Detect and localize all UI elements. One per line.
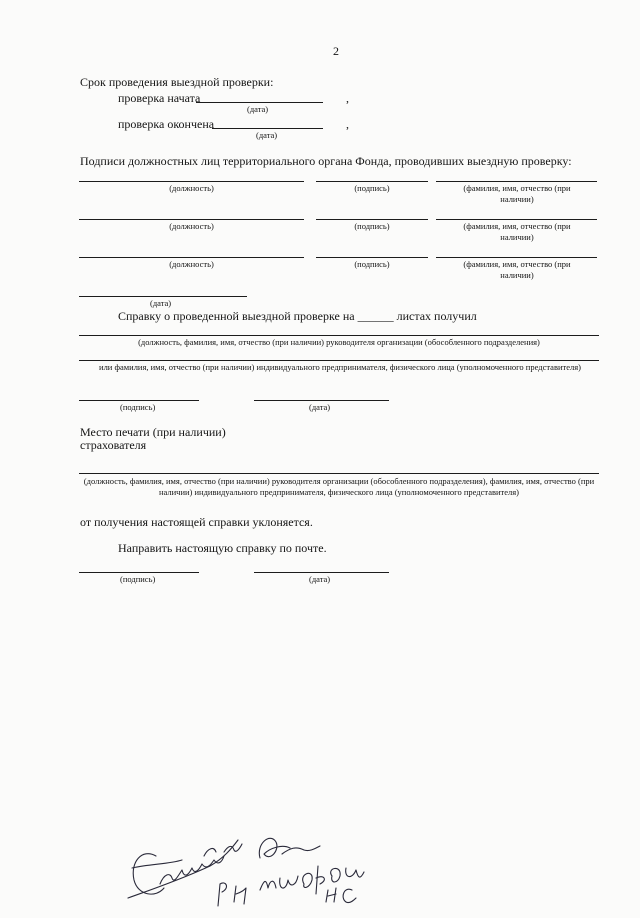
official-3-name-line: [436, 257, 597, 258]
receipt-sheets-blank: ______: [357, 309, 394, 323]
signature-stroke: [260, 881, 276, 890]
recipient-line-2: [79, 360, 599, 361]
inspection-started-line: [196, 102, 323, 103]
signature-stroke: [133, 854, 164, 894]
inspection-started-date-caption: (дата): [247, 104, 269, 114]
official-1-name-caption: (фамилия, имя, отчество (при наличии): [463, 183, 571, 204]
official-2-signature-caption: (подпись): [354, 221, 390, 231]
mail-text: Направить настоящую справку по почте.: [118, 541, 327, 555]
inspection-period-heading: Срок проведения выездной проверки:: [80, 75, 274, 89]
official-2-position-caption: (должность): [169, 221, 214, 231]
stamp-line-2: страхователя: [80, 438, 147, 452]
signature-stroke: [346, 868, 364, 877]
evasion-caption: (должность, фамилия, имя, отчество (при наличии) руководителя организации (обособленного подразделения), фамилия, имя, отчество (при наличии) индивидуального предпринимателя, физического лица (уполномоченного представителя): [83, 476, 595, 497]
signature-stroke: [224, 844, 242, 852]
signature-stroke: [326, 888, 336, 902]
inspection-started-comma: ,: [346, 91, 349, 105]
signature-stroke: [204, 849, 216, 856]
official-1-signature-line: [316, 181, 428, 182]
official-2-signature-line: [316, 219, 428, 220]
receipt-sentence: [118, 309, 477, 324]
official-3-signature-line: [316, 257, 428, 258]
signature-stroke: [218, 883, 226, 906]
official-2-name-line: [436, 219, 597, 220]
official-1-position-caption: (должность): [169, 183, 214, 193]
recipient-line-1: [79, 335, 599, 336]
receipt-date-line-2: [254, 400, 389, 401]
handwritten-signature: [120, 818, 370, 910]
official-2-position-line: [79, 219, 304, 220]
official-1-name-line: [436, 181, 597, 182]
receipt-date-caption-2: (дата): [309, 402, 331, 412]
official-3-position-caption: (должность): [169, 259, 214, 269]
official-2-name-caption: (фамилия, имя, отчество (при наличии): [463, 221, 571, 242]
recipient-caption-2: или фамилия, имя, отчество (при наличии) индивидуального предпринимателя, физического лица (уполномоченного представителя): [99, 362, 581, 372]
receipt-signature-caption: (подпись): [120, 402, 156, 412]
official-1-signature-caption: (подпись): [354, 183, 390, 193]
official-3-position-line: [79, 257, 304, 258]
inspection-ended-date-caption: (дата): [256, 130, 278, 140]
official-1-position-line: [79, 181, 304, 182]
signature-stroke: [234, 886, 246, 904]
mail-signature-caption: (подпись): [120, 574, 156, 584]
inspection-started-label: проверка начата: [118, 91, 201, 105]
signature-stroke: [303, 873, 313, 887]
signature-stroke: [343, 889, 356, 902]
receipt-sentence-start: Справку о проведенной выездной проверке на: [118, 309, 355, 323]
signature-stroke: [331, 868, 341, 882]
stamp-line-1: Место печати (при наличии): [80, 425, 226, 439]
receipt-date-caption: (дата): [150, 298, 172, 308]
officials-heading: Подписи должностных лиц территориального органа Фонда, проводивших выездную проверку:: [80, 154, 572, 168]
signature-stroke: [280, 876, 298, 888]
signature-stroke: [132, 860, 182, 868]
receipt-sentence-end: листах получил: [396, 309, 477, 323]
receipt-signature-line: [79, 400, 199, 401]
mail-date-line: [254, 572, 389, 573]
evasion-line: [79, 473, 599, 474]
receipt-date-line: [79, 296, 247, 297]
evasion-text: от получения настоящей справки уклоняется.: [80, 515, 313, 529]
signature-stroke: [259, 838, 290, 858]
inspection-ended-line: [212, 128, 323, 129]
official-3-signature-caption: (подпись): [354, 259, 390, 269]
signature-stroke: [316, 866, 324, 894]
recipient-caption-1: (должность, фамилия, имя, отчество (при наличии) руководителя организации (обособленного подразделения): [138, 337, 540, 347]
mail-signature-line: [79, 572, 199, 573]
inspection-ended-comma: ,: [346, 117, 349, 131]
mail-date-caption: (дата): [309, 574, 331, 584]
signature-stroke: [160, 856, 224, 884]
inspection-ended-label: проверка окончена: [118, 117, 215, 131]
page-number: 2: [333, 44, 339, 58]
official-3-name-caption: (фамилия, имя, отчество (при наличии): [463, 259, 571, 280]
signature-stroke: [128, 840, 238, 898]
